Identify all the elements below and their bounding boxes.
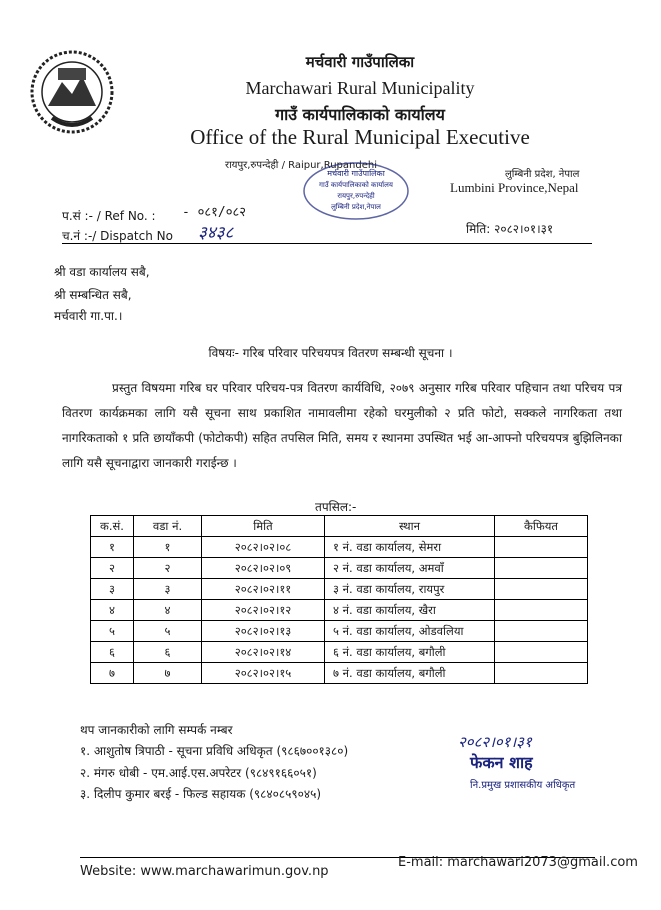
cell-remarks	[495, 663, 588, 684]
table-row	[91, 558, 588, 579]
cell-sn: ३	[91, 579, 134, 600]
header-ward: वडा नं.	[134, 516, 202, 537]
municipality-name-nepali: मर्चवारी गाउँपालिका	[305, 53, 415, 71]
addressee-line: मर्चवारी गा.पा.।	[54, 309, 123, 323]
cell-date: २०८२।०२।०९	[202, 558, 325, 579]
cell-sn: ६	[91, 642, 134, 663]
cell-sn: ४	[91, 600, 134, 621]
cell-date: २०८२।०२।११	[202, 579, 325, 600]
cell-remarks	[495, 621, 588, 642]
ref-no-value: - ०८१/०८२	[182, 205, 247, 220]
addressee-line: श्री सम्बन्धित सबै,	[54, 288, 132, 302]
cell-sn: ७	[91, 663, 134, 684]
notice-body	[62, 376, 622, 476]
cell-date: २०८२।०२।१३	[202, 621, 325, 642]
cell-remarks	[495, 558, 588, 579]
website-link[interactable]: Website: www.marchawarimun.gov.np	[80, 864, 329, 879]
cell-location: ६ नं. वडा कार्यालय, बगौली	[325, 642, 495, 663]
office-stamp	[300, 160, 412, 222]
notice-body-text: प्रस्तुत विषयमा गरिब घर परिवार परिचय-पत्र वितरण कार्यविधि, २०७९ अनुसार गरिब परिवार पहिचान तथा परिचय पत्र वितरण कार्यक्रमका लागि यसै सूचना साथ प्रकाशित नामावलीमा रहेको घरमुलीको २ प्रति फोटो, सक्कले नागरिकता तथा नागरिकताको १ प्रति छायाँकपी (फोटोकपी) सहित तपसिल मिति, समय र स्थानमा उपस्थित भई आ-आफ्नो परिचयपत्र बुझिलिनका लागि यसै सूचनाद्वारा जानकारी गराईन्छ ।	[62, 381, 622, 470]
table-header-row	[91, 516, 588, 537]
table-row	[91, 579, 588, 600]
cell-date: २०८२।०२।१२	[202, 600, 325, 621]
stamp-line-2: गाउँ कार्यपालिकाको कार्यालय	[319, 181, 393, 189]
table-row	[91, 537, 588, 558]
schedule-table	[90, 515, 588, 684]
table-row	[91, 621, 588, 642]
cell-sn: ५	[91, 621, 134, 642]
municipality-name-english: Marchawari Rural Municipality	[245, 78, 475, 98]
cell-location: १ नं. वडा कार्यालय, सेमरा	[325, 537, 495, 558]
cell-sn: २	[91, 558, 134, 579]
table-row	[91, 663, 588, 684]
letter-date: मिति: २०८२।०१।३१	[466, 222, 554, 236]
office-name-english: Office of the Rural Municipal Executive	[190, 125, 530, 149]
cell-date: २०८२।०२।१४	[202, 642, 325, 663]
email-link[interactable]: E-mail: marchawari2073@gmail.com	[398, 855, 638, 870]
header-location: स्थान	[325, 516, 495, 537]
cell-remarks	[495, 579, 588, 600]
cell-location: ७ नं. वडा कार्यालय, बगौली	[325, 663, 495, 684]
addressee-line: श्री वडा कार्यालय सबै,	[54, 265, 150, 279]
signatory-name: फेकन शाह	[470, 753, 533, 772]
table-row	[91, 600, 588, 621]
header-sn: क.सं.	[91, 516, 134, 537]
cell-remarks	[495, 537, 588, 558]
cell-sn: १	[91, 537, 134, 558]
header-date: मिति	[202, 516, 325, 537]
cell-remarks	[495, 642, 588, 663]
table-row	[91, 642, 588, 663]
dispatch-no-value: ३४३८	[198, 223, 234, 243]
office-name-nepali: गाउँ कार्यपालिकाको कार्यालय	[275, 105, 445, 124]
stamp-line-3: रायपुर,रुपन्देही	[337, 192, 375, 200]
cell-ward: ३	[134, 579, 202, 600]
cell-ward: ५	[134, 621, 202, 642]
signatory-title: नि.प्रमुख प्रशासकीय अधिकृत	[470, 780, 576, 791]
cell-date: २०८२।०२।१५	[202, 663, 325, 684]
contact-heading: थप जानकारीको लागि सम्पर्क नम्बर	[80, 723, 233, 737]
contact-item: २. मंगरु धोबी - एम.आई.एस.अपरेटर (९८४९१६६०५१)	[80, 766, 317, 780]
dispatch-no-label: च.नं :-/ Dispatch No	[62, 229, 173, 243]
cell-ward: २	[134, 558, 202, 579]
table-caption: तपसिल:-	[315, 500, 357, 514]
signature-date: २०८२।०१।३१	[458, 733, 532, 751]
contact-item: ३. दिलीप कुमार बरई - फिल्ड सहायक (९८४०८५९०४५)	[80, 787, 321, 801]
stamp-line-4: लुम्बिनी प्रदेश,नेपाल	[331, 203, 381, 211]
cell-location: ४ नं. वडा कार्यालय, खैरा	[325, 600, 495, 621]
cell-remarks	[495, 600, 588, 621]
header-divider	[62, 243, 592, 244]
cell-date: २०८२।०२।०८	[202, 537, 325, 558]
cell-ward: ६	[134, 642, 202, 663]
province-nepali: लुम्बिनी प्रदेश, नेपाल	[505, 169, 580, 180]
ref-no-label: प.सं :- / Ref No. :	[62, 209, 156, 223]
office-address: रायपुर,रुपन्देही / Raipur,Rupandehi	[225, 160, 377, 171]
cell-ward: ४	[134, 600, 202, 621]
cell-location: ३ नं. वडा कार्यालय, रायपुर	[325, 579, 495, 600]
cell-ward: ७	[134, 663, 202, 684]
stamp-line-1: मर्चवारी गाउँपालिका	[327, 169, 385, 178]
header-remarks: कैफियत	[495, 516, 588, 537]
province-english: Lumbini Province,Nepal	[450, 180, 579, 195]
subject-line: विषयः- गरिब परिवार परिचयपत्र वितरण सम्बन्धी सूचना ।	[208, 346, 453, 360]
cell-location: ५ नं. वडा कार्यालय, ओडवलिया	[325, 621, 495, 642]
contact-item: १. आशुतोष त्रिपाठी - सूचना प्रविधि अधिकृत (९८६७००१३८०)	[80, 744, 349, 758]
cell-ward: १	[134, 537, 202, 558]
cell-location: २ नं. वडा कार्यालय, अमवाँ	[325, 558, 495, 579]
